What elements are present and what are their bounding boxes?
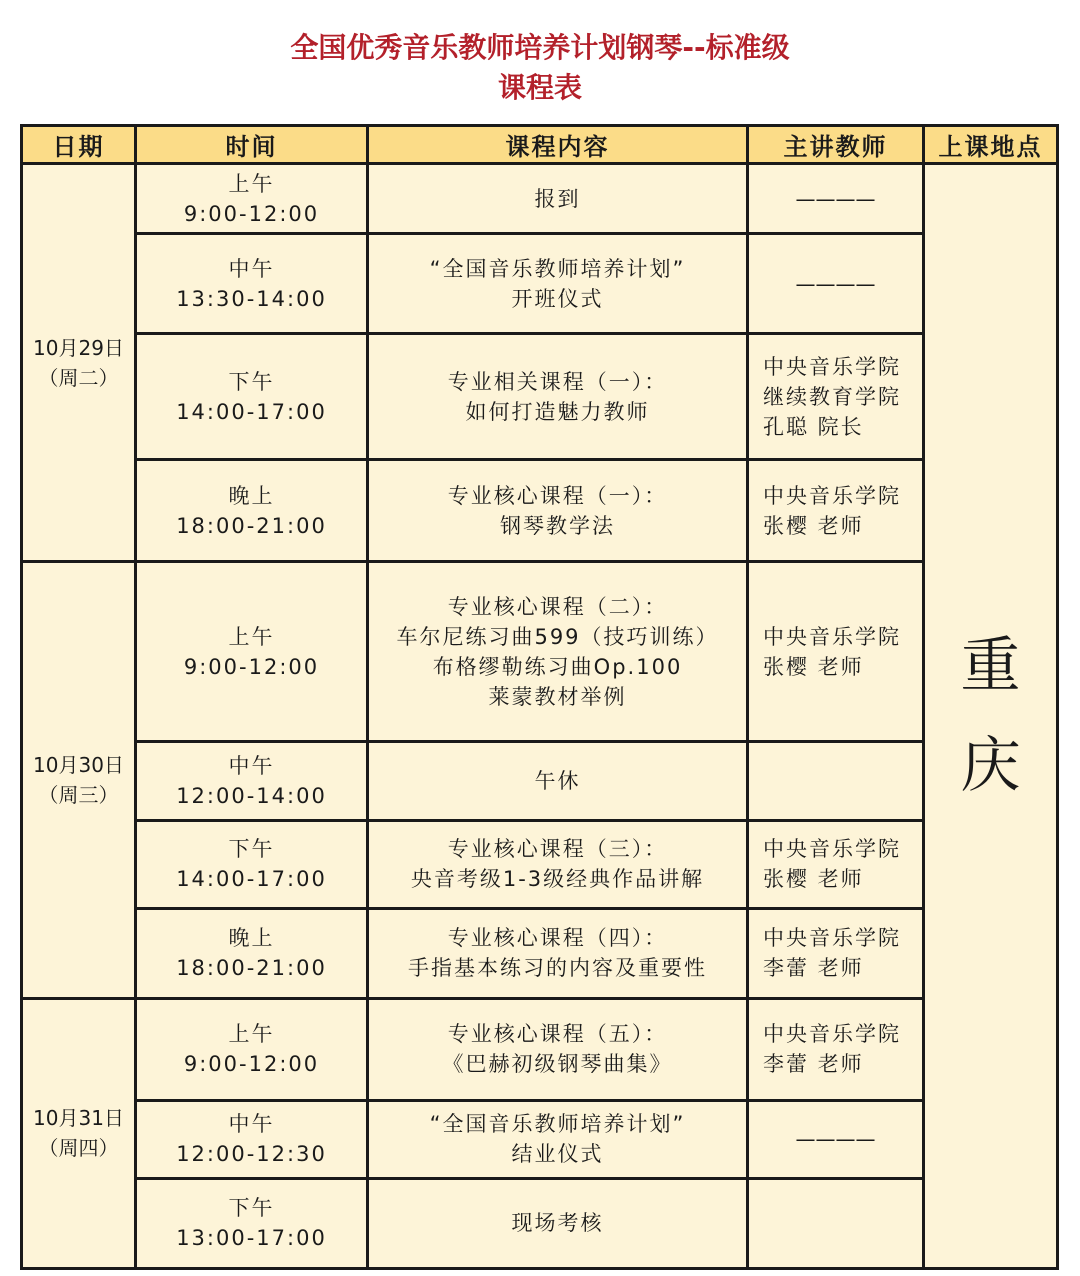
- teacher-cell: [748, 164, 924, 234]
- content-line: 结业仪式: [511, 1142, 604, 1167]
- venue-char: 庆: [960, 731, 1021, 801]
- content-line: 央音考级1-3级经典作品讲解: [410, 867, 705, 892]
- date-cell: [22, 164, 136, 562]
- content-line: 专业核心课程（三）：: [447, 837, 668, 862]
- time-range-text: 18:00-21:00: [176, 956, 327, 981]
- column-header-content: 课程内容: [368, 126, 748, 164]
- date-text: 10月31日: [33, 1106, 124, 1131]
- column-header-teacher: 主讲教师: [748, 126, 924, 164]
- content-cell: [368, 334, 748, 460]
- content-line: 布格缪勒练习曲Op.100: [432, 654, 683, 679]
- content-cell: [368, 562, 748, 742]
- time-cell: [136, 742, 368, 820]
- period-text: 中午: [228, 1112, 275, 1137]
- content-line: 专业核心课程（二）：: [447, 594, 668, 619]
- content-cell: [368, 742, 748, 820]
- teacher-cell: [748, 820, 924, 908]
- weekday-text: （周四）: [38, 1136, 119, 1161]
- time-cell: [136, 164, 368, 234]
- teacher-line: 中央音乐学院: [763, 837, 901, 862]
- teacher-line: 中央音乐学院: [763, 483, 901, 508]
- period-text: 下午: [228, 837, 275, 862]
- time-range-text: 13:00-17:00: [176, 1226, 327, 1251]
- teacher-cell: [748, 334, 924, 460]
- time-range-text: 14:00-17:00: [176, 867, 327, 892]
- time-range-text: 9:00-12:00: [183, 1052, 320, 1077]
- date-cell: [22, 562, 136, 998]
- teacher-line: 中央音乐学院: [763, 624, 901, 649]
- teacher-line: 孔聪 院长: [763, 414, 864, 439]
- time-cell: [136, 908, 368, 998]
- table-row: [22, 908, 1058, 998]
- table-row: [22, 1178, 1058, 1268]
- teacher-cell: [748, 1100, 924, 1178]
- period-text: 中午: [228, 256, 275, 281]
- time-cell: [136, 998, 368, 1100]
- content-cell: [368, 998, 748, 1100]
- table-row: [22, 562, 1058, 742]
- venue-cell: [924, 164, 1058, 1269]
- time-range-text: 13:30-14:00: [176, 286, 327, 311]
- content-line: 专业相关课程（一）：: [447, 369, 668, 394]
- column-header-venue: 上课地点: [924, 126, 1058, 164]
- venue-char: 重: [960, 631, 1021, 701]
- teacher-line: 张樱 老师: [763, 654, 864, 679]
- content-line: 报到: [534, 186, 581, 211]
- time-range-text: 9:00-12:00: [183, 654, 320, 679]
- column-header-date: 日期: [22, 126, 136, 164]
- table-row: [22, 164, 1058, 234]
- teacher-line: 张樱 老师: [763, 867, 864, 892]
- column-header-time: 时间: [136, 126, 368, 164]
- teacher-line: 中央音乐学院: [763, 926, 901, 951]
- content-cell: [368, 820, 748, 908]
- time-range-text: 12:00-14:00: [176, 784, 327, 809]
- content-line: 莱蒙教材举例: [488, 684, 627, 709]
- content-cell: [368, 164, 748, 234]
- time-range-text: 12:00-12:30: [176, 1142, 327, 1167]
- time-range-text: 18:00-21:00: [176, 513, 327, 538]
- time-range-text: 14:00-17:00: [176, 399, 327, 424]
- teacher-line: 继续教育学院: [763, 384, 901, 409]
- time-cell: [136, 820, 368, 908]
- teacher-cell: [748, 562, 924, 742]
- table-row: [22, 998, 1058, 1100]
- no-teacher-dash: ————: [795, 1127, 876, 1152]
- weekday-text: （周三）: [38, 783, 119, 808]
- table-row: [22, 334, 1058, 460]
- table-row: [22, 460, 1058, 562]
- table-row: [22, 234, 1058, 334]
- content-line: 午休: [534, 769, 581, 794]
- content-cell: [368, 908, 748, 998]
- content-line: 钢琴教学法: [500, 513, 615, 538]
- teacher-cell: [748, 742, 924, 820]
- teacher-line: 李蕾 老师: [763, 1052, 864, 1077]
- period-text: 晚上: [228, 926, 275, 951]
- content-line: 如何打造魅力教师: [465, 399, 650, 424]
- teacher-cell: [748, 998, 924, 1100]
- content-line: 《巴赫初级钢琴曲集》: [442, 1052, 673, 1077]
- time-cell: [136, 1100, 368, 1178]
- schedule-title: 全国优秀音乐教师培养计划钢琴--标准级: [290, 31, 790, 64]
- content-line: 车尔尼练习曲599（技巧训练）: [396, 624, 719, 649]
- content-line: 专业核心课程（五）：: [447, 1022, 668, 1047]
- time-cell: [136, 460, 368, 562]
- content-cell: [368, 234, 748, 334]
- no-teacher-dash: ————: [795, 271, 876, 296]
- period-text: 下午: [228, 1196, 275, 1221]
- teacher-cell: [748, 908, 924, 998]
- content-line: “全国音乐教师培养计划”: [429, 256, 686, 281]
- content-line: 专业核心课程（四）：: [447, 926, 668, 951]
- content-line: “全国音乐教师培养计划”: [429, 1112, 686, 1137]
- time-cell: [136, 1178, 368, 1268]
- table-row: [22, 820, 1058, 908]
- time-range-text: 9:00-12:00: [183, 201, 320, 226]
- schedule-body: [22, 164, 1058, 1269]
- period-text: 上午: [228, 1022, 275, 1047]
- date-text: 10月30日: [33, 753, 124, 778]
- time-cell: [136, 334, 368, 460]
- schedule-subtitle: 课程表: [497, 71, 582, 104]
- content-cell: [368, 1178, 748, 1268]
- period-text: 上午: [228, 171, 275, 196]
- header-row: [22, 126, 1058, 164]
- teacher-cell: [748, 234, 924, 334]
- date-text: 10月29日: [33, 335, 124, 360]
- time-cell: [136, 234, 368, 334]
- no-teacher-dash: ————: [795, 186, 876, 211]
- content-cell: [368, 1100, 748, 1178]
- time-cell: [136, 562, 368, 742]
- teacher-cell: [748, 1178, 924, 1268]
- content-line: 手指基本练习的内容及重要性: [408, 956, 707, 981]
- period-text: 晚上: [228, 483, 275, 508]
- table-row: [22, 742, 1058, 820]
- weekday-text: （周二）: [38, 365, 119, 390]
- period-text: 中午: [228, 754, 275, 779]
- period-text: 上午: [228, 624, 275, 649]
- content-line: 专业核心课程（一）：: [447, 483, 668, 508]
- table-row: [22, 1100, 1058, 1178]
- teacher-line: 张樱 老师: [763, 513, 864, 538]
- teacher-line: 中央音乐学院: [763, 1022, 901, 1047]
- period-text: 下午: [228, 369, 275, 394]
- content-cell: [368, 460, 748, 562]
- course-schedule-table: [20, 124, 1059, 1270]
- teacher-cell: [748, 460, 924, 562]
- teacher-line: 李蕾 老师: [763, 956, 864, 981]
- date-cell: [22, 998, 136, 1268]
- content-line: 开班仪式: [511, 286, 604, 311]
- teacher-line: 中央音乐学院: [763, 354, 901, 379]
- content-line: 现场考核: [511, 1211, 604, 1236]
